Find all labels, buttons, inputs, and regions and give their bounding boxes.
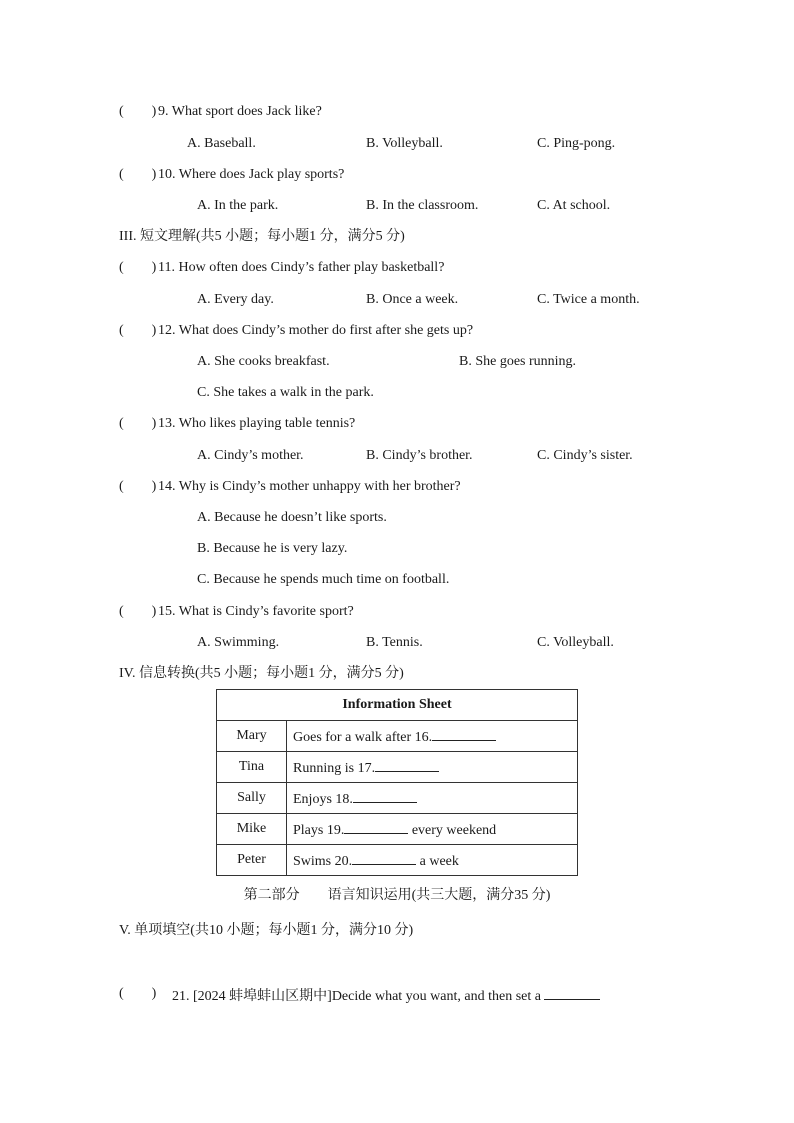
table-row xyxy=(217,752,578,783)
person-name: Tina xyxy=(217,752,287,783)
info-cell xyxy=(287,752,578,783)
info-text: Plays 19. xyxy=(293,823,345,838)
table-header-row xyxy=(217,690,578,721)
table-row xyxy=(217,783,578,814)
question-text: 10. Where does Jack play sports? xyxy=(158,167,345,182)
section-heading-3: III. 短文理解(共5 小题；每小题1 分，满分5 分) xyxy=(119,229,405,244)
option-b: B. Volleyball. xyxy=(366,136,443,151)
question-21-text: 21. [2024 蚌埠蚌山区期中]Decide what you want, and then set a xyxy=(172,989,545,1004)
info-cell xyxy=(287,814,578,845)
person-name: Peter xyxy=(217,845,287,876)
option-c: C. She takes a walk in the park. xyxy=(197,385,374,400)
section-heading-5: V. 单项填空(共10 小题；每小题1 分，满分10 分) xyxy=(119,923,414,938)
option-c: C. Because he spends much time on football. xyxy=(197,572,450,587)
person-name: Sally xyxy=(217,783,287,814)
option-a: A. She cooks breakfast. xyxy=(197,354,330,369)
answer-paren: ( ) xyxy=(119,479,157,494)
option-b: B. Once a week. xyxy=(366,292,459,307)
option-c: C. Ping-pong. xyxy=(537,136,616,151)
option-c: C. Cindy’s sister. xyxy=(537,448,633,463)
information-sheet-table xyxy=(216,689,578,876)
answer-paren: ( ) xyxy=(119,323,157,338)
question-text xyxy=(172,985,600,1006)
person-name: Mike xyxy=(217,814,287,845)
option-c: C. Volleyball. xyxy=(537,635,614,650)
option-a: A. In the park. xyxy=(197,198,279,213)
option-c: C. Twice a month. xyxy=(537,292,640,307)
info-cell xyxy=(287,721,578,752)
person-name: Mary xyxy=(217,721,287,752)
option-a: A. Because he doesn’t like sports. xyxy=(197,510,387,525)
option-a: A. Cindy’s mother. xyxy=(197,448,304,463)
table-title: Information Sheet xyxy=(217,690,578,721)
info-cell xyxy=(287,783,578,814)
option-b: B. Cindy’s brother. xyxy=(366,448,473,463)
info-text-after: every weekend xyxy=(408,823,497,838)
info-text: Running is 17. xyxy=(293,761,376,776)
option-a: A. Baseball. xyxy=(187,136,256,151)
part-two-heading: 第二部分 语言知识运用(共三大题，满分35 分) xyxy=(243,888,551,903)
info-text-after: a week xyxy=(416,854,459,869)
answer-blank-21[interactable] xyxy=(544,985,600,1000)
section-heading-4: IV. 信息转换(共5 小题；每小题1 分，满分5 分) xyxy=(119,666,404,681)
option-b: B. She goes running. xyxy=(459,354,577,369)
option-b: B. Because he is very lazy. xyxy=(197,541,348,556)
option-b: B. In the classroom. xyxy=(366,198,479,213)
question-text: 12. What does Cindy’s mother do first after she gets up? xyxy=(158,323,474,338)
question-text: 13. Who likes playing table tennis? xyxy=(158,416,356,431)
answer-paren: ( ) xyxy=(119,167,157,182)
question-text: 15. What is Cindy’s favorite sport? xyxy=(158,604,354,619)
info-text: Enjoys 18. xyxy=(293,792,353,807)
question-text: 14. Why is Cindy’s mother unhappy with her brother? xyxy=(158,479,461,494)
answer-blank-17[interactable] xyxy=(375,757,439,772)
table-row xyxy=(217,721,578,752)
answer-paren: ( ) xyxy=(119,104,157,119)
answer-paren: ( ) xyxy=(119,416,157,431)
answer-blank-16[interactable] xyxy=(432,726,496,741)
table-row xyxy=(217,814,578,845)
option-b: B. Tennis. xyxy=(366,635,423,650)
answer-blank-18[interactable] xyxy=(353,788,417,803)
answer-blank-20[interactable] xyxy=(352,850,416,865)
table-row xyxy=(217,845,578,876)
info-cell xyxy=(287,845,578,876)
answer-paren: ( ) xyxy=(119,604,157,619)
question-text: 9. What sport does Jack like? xyxy=(158,104,322,119)
option-a: A. Every day. xyxy=(197,292,274,307)
info-text: Swims 20. xyxy=(293,854,353,869)
option-a: A. Swimming. xyxy=(197,635,280,650)
option-c: C. At school. xyxy=(537,198,611,213)
info-text: Goes for a walk after 16. xyxy=(293,730,433,745)
question-text: 11. How often does Cindy’s father play basketball? xyxy=(158,260,445,275)
answer-paren: ( ) xyxy=(119,986,157,1001)
answer-paren: ( ) xyxy=(119,260,157,275)
answer-blank-19[interactable] xyxy=(344,819,408,834)
